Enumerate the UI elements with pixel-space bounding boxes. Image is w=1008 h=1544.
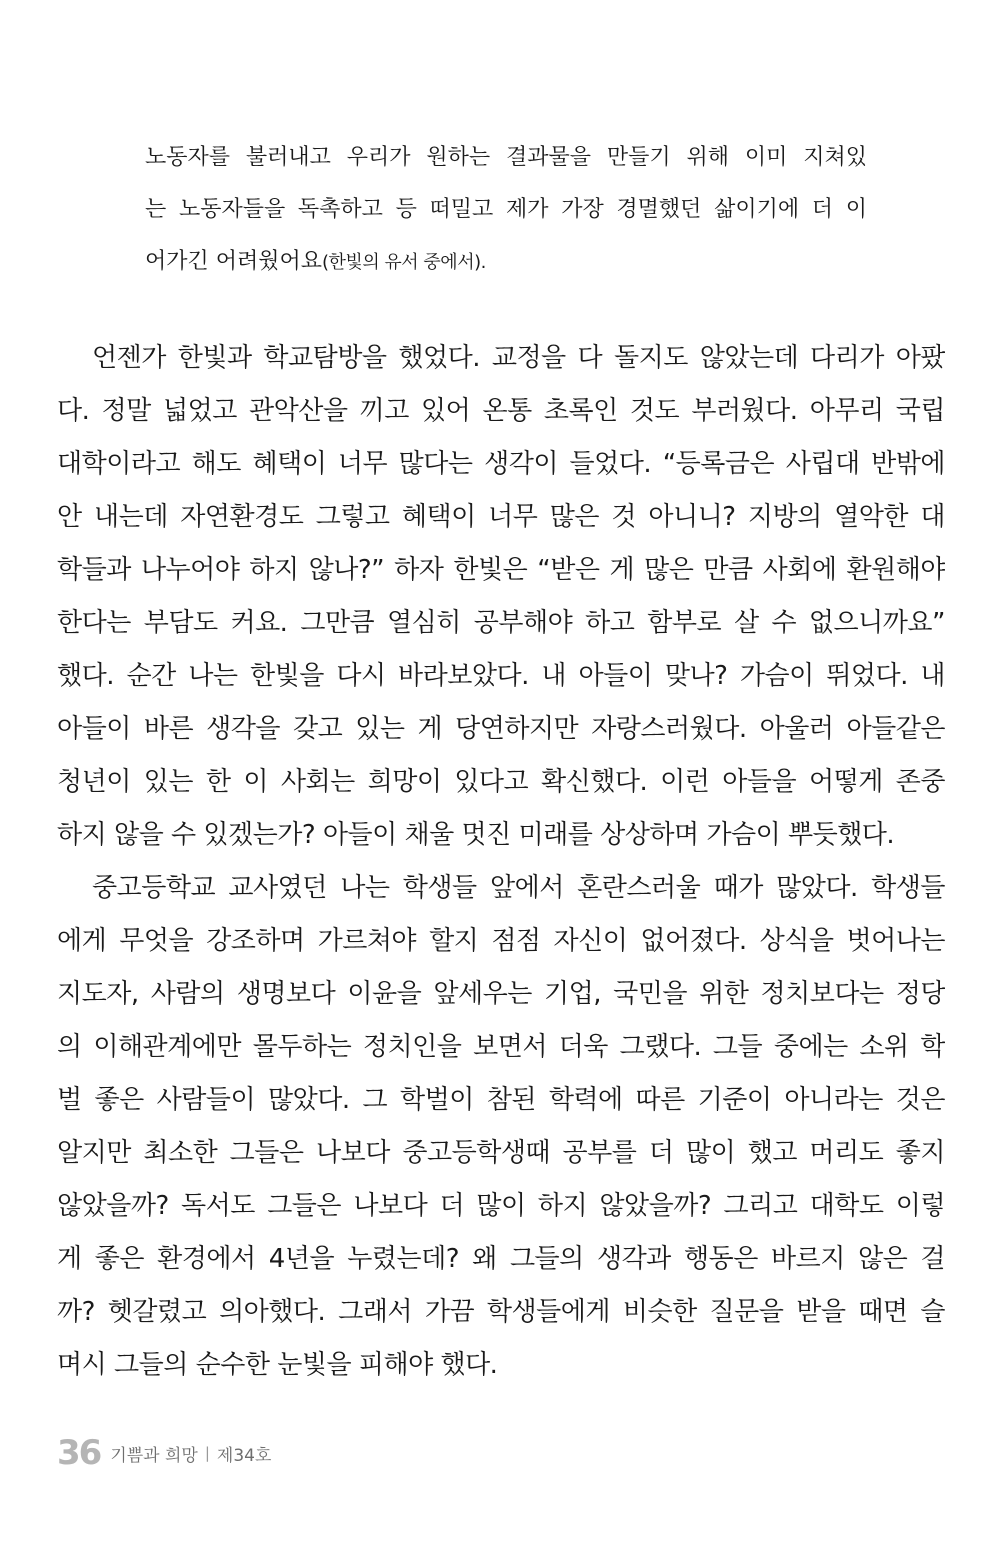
paragraph-line: 까? 헷갈렸고 의아했다. 그래서 가끔 학생들에게 비슷한 질문을 받을 때면 슬 <box>57 1297 945 1327</box>
paragraph-line: 안 내는데 자연환경도 그렇고 혜택이 너무 많은 것 아니니? 지방의 열악한 대 <box>57 502 945 532</box>
paragraph-line: 하지 않을 수 있겠는가? 아들이 채울 멋진 미래를 상상하며 가슴이 뿌듯했다. <box>57 820 895 850</box>
quote-line-text: 어가긴 어려웠어요 <box>145 249 323 274</box>
paragraph-line: 했다. 순간 나는 한빛을 다시 바라보았다. 내 아들이 맞나? 가슴이 뛰었다. 내 <box>57 661 945 691</box>
paragraph-line: 중고등학교 교사였던 나는 학생들 앞에서 혼란스러울 때가 많았다. 학생들 <box>92 873 945 903</box>
quote-line: 노동자를 불러내고 우리가 원하는 결과물을 만들기 위해 이미 지쳐있 <box>145 145 867 170</box>
page-number: 36 <box>57 1433 101 1473</box>
paragraph <box>57 862 945 1392</box>
issue-number: 제34호 <box>216 1445 272 1466</box>
paragraph-line: 에게 무엇을 강조하며 가르쳐야 할지 점점 자신이 없어졌다. 상식을 벗어나는 <box>57 926 945 956</box>
paragraph-line: 한다는 부담도 커요. 그만큼 열심히 공부해야 하고 함부로 살 수 없으니까요” <box>57 608 945 638</box>
footer-separator: | <box>204 1444 210 1462</box>
paragraph-line: 언젠가 한빛과 학교탐방을 했었다. 교정을 다 돌지도 않았는데 다리가 아팠 <box>92 343 945 373</box>
paragraph-line: 지도자, 사람의 생명보다 이윤을 앞세우는 기업, 국민을 위한 정치보다는 정당 <box>57 979 945 1009</box>
paragraph-line: 의 이해관계에만 몰두하는 정치인을 보면서 더욱 그랬다. 그들 중에는 소위 학 <box>57 1032 945 1062</box>
paragraph-line: 학들과 나누어야 하지 않나?” 하자 한빛은 “받은 게 많은 만큼 사회에 환원해야 <box>57 555 945 585</box>
magazine-title: 기쁨과 희망 <box>110 1445 198 1466</box>
paragraph-line: 않았을까? 독서도 그들은 나보다 더 많이 하지 않았을까? 그리고 대학도 이렇 <box>57 1191 945 1221</box>
page-footer <box>57 1430 271 1476</box>
paragraph-line: 대학이라고 해도 혜택이 너무 많다는 생각이 들었다. “등록금은 사립대 반밖에 <box>57 449 945 479</box>
quote-source: (한빛의 유서 중에서). <box>322 252 486 273</box>
paragraph-line: 청년이 있는 한 이 사회는 희망이 있다고 확신했다. 이런 아들을 어떻게 존중 <box>57 767 945 797</box>
paragraph-line: 알지만 최소한 그들은 나보다 중고등학생때 공부를 더 많이 했고 머리도 좋지 <box>57 1138 945 1168</box>
paragraph <box>57 332 945 862</box>
paragraph-line: 며시 그들의 순수한 눈빛을 피해야 했다. <box>57 1350 498 1380</box>
quote-line: 는 노동자들을 독촉하고 등 떠밀고 제가 가장 경멸했던 삶이기에 더 이 <box>145 197 867 222</box>
paragraph-line: 아들이 바른 생각을 갖고 있는 게 당연하지만 자랑스러웠다. 아울러 아들같은 <box>57 714 945 744</box>
paragraph-line: 게 좋은 환경에서 4년을 누렸는데? 왜 그들의 생각과 행동은 바르지 않은 걸 <box>57 1244 945 1274</box>
quote-block <box>145 132 867 289</box>
paragraph-line: 벌 좋은 사람들이 많았다. 그 학벌이 참된 학력에 따른 기준이 아니라는 것은 <box>57 1085 945 1115</box>
paragraph-line: 다. 정말 넓었고 관악산을 끼고 있어 온통 초록인 것도 부러웠다. 아무리 국립 <box>57 396 945 426</box>
quote-line-last <box>145 236 867 289</box>
article-body <box>57 332 945 1392</box>
